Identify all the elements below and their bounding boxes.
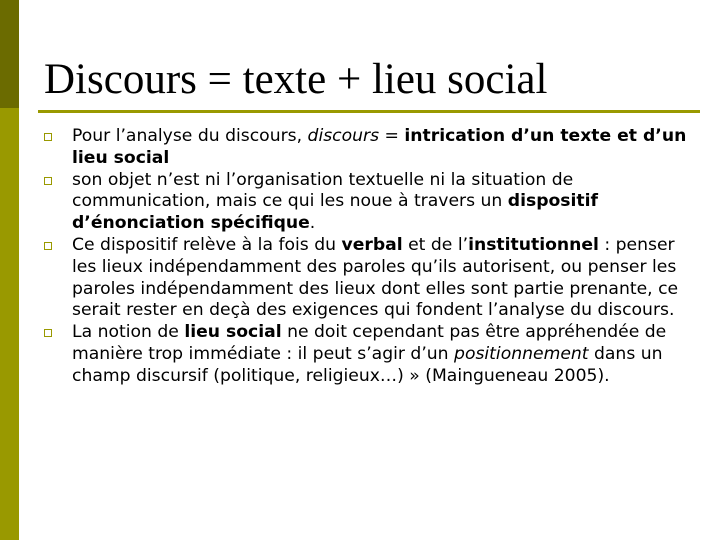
slide-title: Discours = texte + lieu social <box>44 56 548 103</box>
hollow-square-icon <box>44 177 52 185</box>
hollow-square-icon <box>44 329 52 337</box>
hollow-square-icon <box>44 242 52 250</box>
side-accent-bar-top <box>0 0 19 108</box>
text-run-italic: positionnement <box>454 343 589 364</box>
bullet-item <box>40 170 690 235</box>
text-run: : penser les lieux indépendamment des paroles qu’ils autorisent, ou penser les paroles indépendamment des lieux dont elles sont partie prenante, ce serait rester en deçà des exigences qui fondent l’analyse du discours. <box>72 234 679 321</box>
title-underline <box>38 110 700 113</box>
text-run: Pour l’analyse du discours, <box>72 126 308 146</box>
text-run-bold: intrication d’un texte et d’un lieu social <box>72 126 687 168</box>
bullet-text <box>72 126 686 168</box>
text-run-bold: verbal <box>341 234 403 255</box>
bullet-list <box>40 126 690 388</box>
text-run: = <box>379 126 405 146</box>
bullet-item <box>40 235 690 322</box>
text-run: ne doit cependant pas être appréhendée de manière trop immédiate : il peut s’agir d’un <box>72 322 667 364</box>
bullet-text <box>72 170 598 234</box>
bullet-text <box>72 322 666 386</box>
bullet-item <box>40 322 690 387</box>
text-run-italic: discours <box>307 126 380 146</box>
text-run: son objet n’est ni l’organisation textuelle ni la situation de communication, mais ce qui les noue à travers un <box>72 169 574 212</box>
text-run-bold: lieu social <box>184 322 282 343</box>
text-run: et de l’ <box>402 234 469 255</box>
text-run: . <box>309 213 316 234</box>
hollow-square-icon <box>44 133 52 141</box>
text-run-bold: dispositif d’énonciation spécifique <box>72 191 599 234</box>
text-run: dans un champ discursif (politique, religieux…) » (Maingueneau 2005). <box>72 343 663 386</box>
bullet-text <box>72 235 678 320</box>
text-run: Ce dispositif relève à la fois du <box>72 234 342 255</box>
text-run: La notion de <box>72 322 185 343</box>
bullet-item <box>40 126 690 170</box>
text-run-bold: institutionnel <box>468 234 599 255</box>
